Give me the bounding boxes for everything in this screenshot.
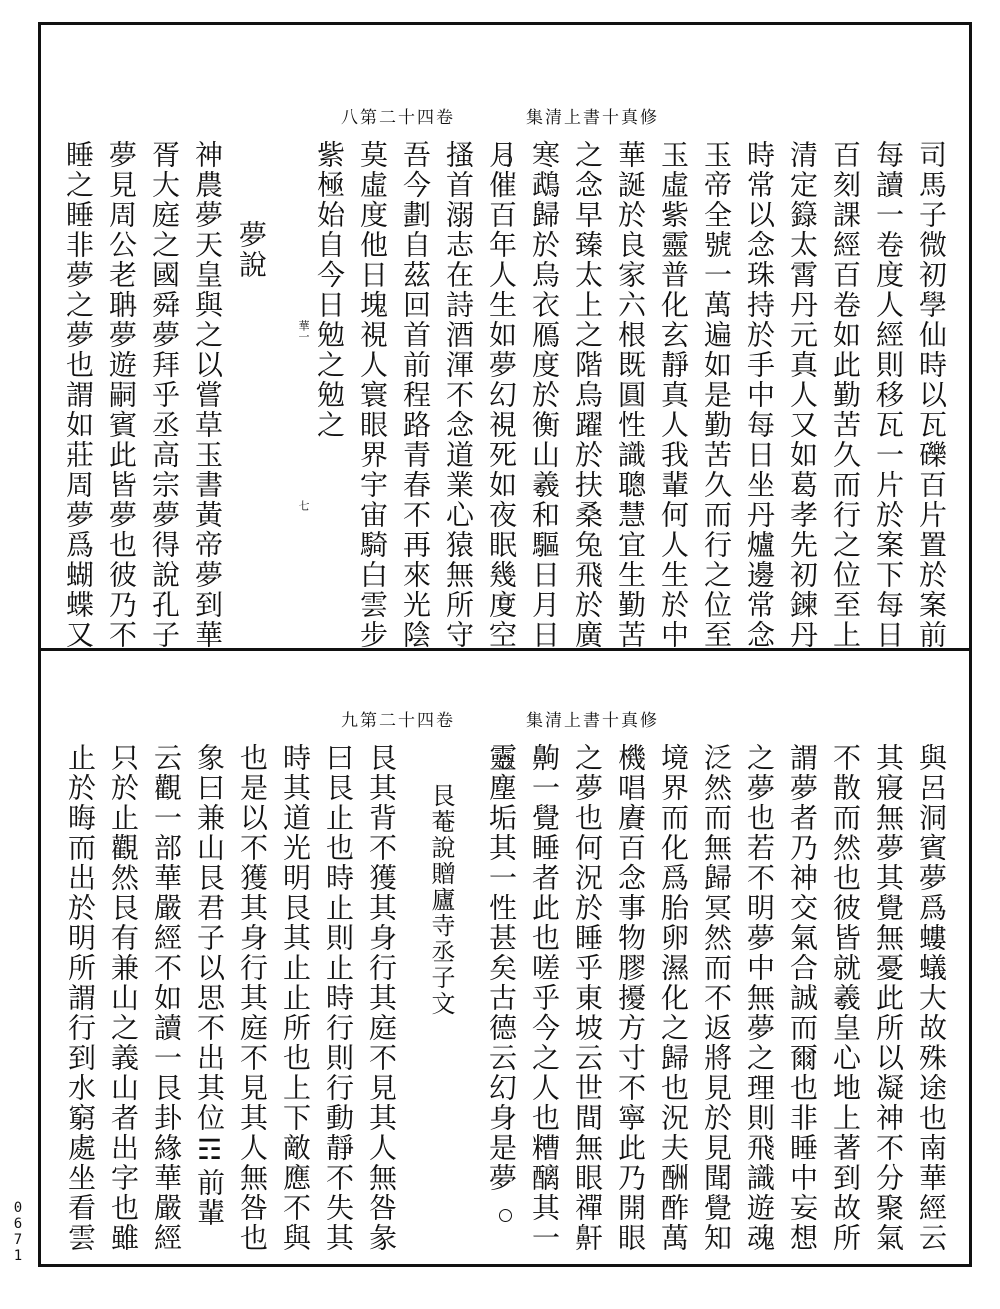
text-column: 象曰兼山艮君子以思不出其位☶前輩 [193,743,226,1228]
text-column: 靈塵垢其一性甚矣古德云幻身是夢 [485,743,518,1193]
text-column: 艮其背不獲其身行其庭不見其人無咎彖 [365,743,398,1253]
text-column: 每讀一卷度人經則移瓦一片於案下每日 [872,140,905,650]
top-page [41,25,969,648]
bottom-page-header [341,706,821,736]
text-column: 寒鵡歸於烏衣鴈度於衡山羲和驅日月日 [528,140,561,650]
text-column: 時其道光明艮其止止所也上下敵應不與 [279,743,312,1253]
text-column: 不散而然也彼皆就羲皇心地上著到故所 [829,743,862,1253]
text-column: 莫虛度他日塊視人寰眼界宇宙騎白雲步 [356,140,389,650]
text-column: 胥大庭之國舜夢拜乎丞高宗夢得說孔子 [148,140,181,650]
margin-mark: 七 [297,500,310,511]
text-column: 紫極始自今日勉之勉之 [313,140,346,440]
text-column: 之夢也若不明夢中無夢之理則飛識遊魂 [743,743,776,1253]
top-page-header [341,103,821,133]
section-title: 夢說 [235,220,268,280]
bottom-header-volume: 九第二十四卷 [341,711,455,731]
text-column: 玉虛紫靈普化玄靜真人我輩何人生於中 [657,140,690,650]
top-header-title: 集清上書十真修 [526,108,659,128]
text-column: 泛然而無歸冥然而不返將見於見聞覺知 [700,743,733,1253]
text-column: 睡之睡非夢之夢也謂如莊周夢爲蝴蝶又 [62,140,95,650]
text-column: 玉帝全號一萬遍如是勤苦久而行之位至 [700,140,733,650]
text-column: 清定籙太霄丹元真人又如葛孝先初鍊丹 [786,140,819,650]
page-number [10,1200,26,1268]
text-column: 云觀一部華嚴經不如讀一艮卦緣華嚴經 [150,743,183,1253]
text-column: 之夢也何況於睡乎東坡云世間無眼禪鼾 [571,743,604,1253]
text-column: 之念早臻太上之階烏躍於扶桑兔飛於廣 [571,140,604,650]
bottom-header-title: 集清上書十真修 [526,711,659,731]
text-column: 其寢無夢其覺無憂此所以凝神不分聚氣 [872,743,905,1253]
text-column: 吾今劃自茲回首前程路青春不再來光陰 [399,140,432,650]
circle-mark [499,1209,512,1222]
text-column: 時常以念珠持於手中每日坐丹爐邊常念 [743,140,776,650]
text-column: 曰艮止也時止則止時行則行動靜不失其 [322,743,355,1253]
text-column: 華誕於良家六根既圓性識聰慧宜生勤苦 [614,140,647,650]
text-column: 境界而化爲胎卵濕化之歸也況夫酬酢萬 [657,743,690,1253]
text-column: 百刻課經百卷如此勤苦久而行之位至上 [829,140,862,650]
text-column: 謂夢者乃神交氣合誠而爾也非睡中妄想 [786,743,819,1253]
page-number-text: 0671 [10,1200,26,1264]
text-column: 與呂洞賓夢爲螻蟻大故殊途也南華經云 [915,743,948,1253]
text-column: 神農夢天皇與之以嘗草玉書黃帝夢到華 [191,140,224,650]
circle-mark [499,597,512,610]
circle-mark [499,756,512,769]
margin-mark: 華一 [297,320,310,342]
text-column: 夢見周公老聃夢遊嗣賓此皆夢也彼乃不 [105,140,138,650]
text-column: 月催百年人生如夢幻視死如夜眠幾度空 [485,140,518,650]
text-column: 只於止觀然艮有兼山之義山者出字也雖 [107,743,140,1253]
text-column: 搔首溺志在詩酒渾不念道業心猿無所守 [442,140,475,650]
bottom-page-text [61,743,951,1253]
circle-mark [499,153,512,166]
text-column: 齁一覺睡者此也嗟乎今之人也糟醨其一 [528,743,561,1253]
text-column: 司馬子微初學仙時以瓦礫百片置於案前 [915,140,948,650]
section-title: 艮菴說贈廬寺丞子文 [427,783,455,1017]
text-column: 機唱賡百念事物膠擾方寸不寧此乃開眼 [614,743,647,1253]
text-column: 止於晦而出於明所謂行到水窮處坐看雲 [64,743,97,1253]
top-header-volume: 八第二十四卷 [341,108,455,128]
bottom-page [41,651,969,1264]
text-column: 也是以不獲其身行其庭不見其人無咎也 [236,743,269,1253]
top-page-text [61,140,951,650]
